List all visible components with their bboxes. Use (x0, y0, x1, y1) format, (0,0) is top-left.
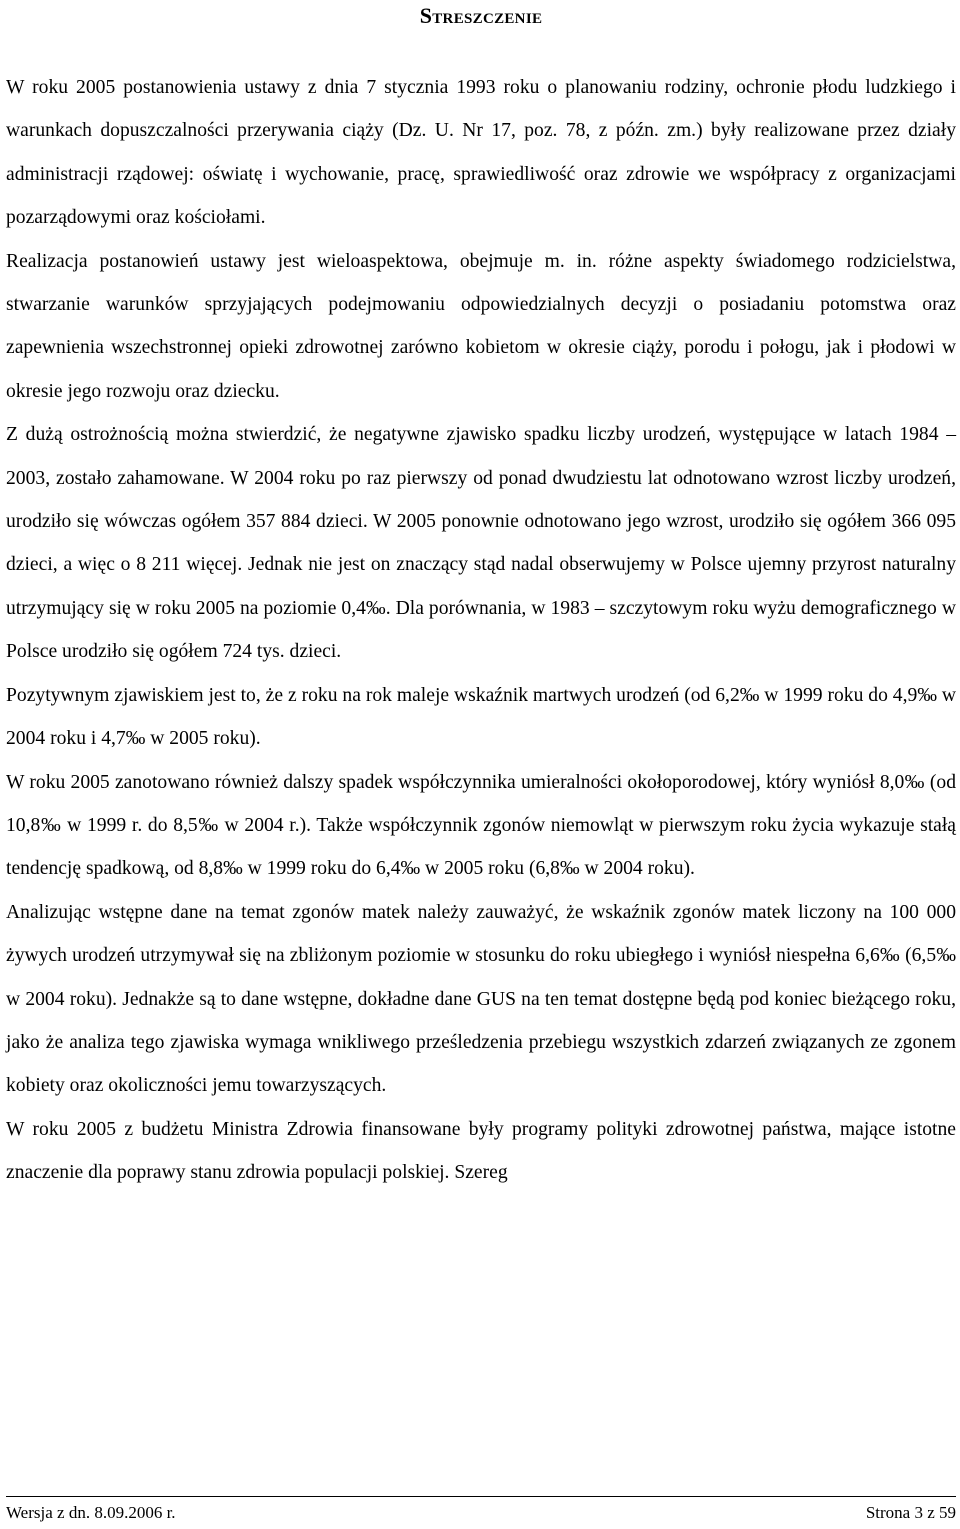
paragraph-3: Z dużą ostrożnością można stwierdzić, że negatywne zjawisko spadku liczby urodzeń, występujące w latach 1984 – 2003, zostało zahamowane. W 2004 roku po raz pierwszy od ponad dwudziestu lat odnotowano wzrost liczby urodzeń, urodziło się wówczas ogółem 357 884 dzieci. W 2005 ponownie odnotowano jego wzrost, urodziło się ogółem 366 095 dzieci, a więc o 8 211 więcej. Jednak nie jest on znaczący stąd nadal obserwujemy w Polsce ujemny przyrost naturalny utrzymujący się w roku 2005 na poziomie 0,4‰. Dla porównania, w 1983 – szczytowym roku wyżu demograficznego w Polsce urodziło się ogółem 724 tys. dzieci. (6, 424, 956, 663)
page-title: Streszczenie (419, 3, 543, 28)
paragraph-7: W roku 2005 z budżetu Ministra Zdrowia finansowane były programy polityki zdrowotnej państwa, mające istotne znaczenie dla poprawy stanu zdrowia populacji polskiej. Szereg (6, 1118, 956, 1184)
page-footer (6, 1502, 956, 1524)
paragraph-5: W roku 2005 zanotowano również dalszy spadek współczynnika umieralności okołoporodowej, który wyniósł 8,0‰ (od 10,8‰ w 1999 r. do 8,5‰ w 2004 r.). Także współczynnik zgonów niemowląt w pierwszym roku życia wykazuje stałą tendencję spadkową, od 8,8‰ w 1999 roku do 6,4‰ w 2005 roku (6,8‰ w 2004 roku). (6, 771, 956, 880)
paragraph-2: Realizacja postanowień ustawy jest wieloaspektowa, obejmuje m. in. różne aspekty świadomego rodzicielstwa, stwarzanie warunków sprzyjających podejmowaniu odpowiedzialnych decyzji o posiadaniu potomstwa oraz zapewnienia wszechstronnej opieki zdrowotnej zarówno kobietom w okresie ciąży, porodu i połogu, jak i płodowi w okresie jego rozwoju oraz dziecku. (6, 250, 956, 402)
paragraph-6: Analizując wstępne dane na temat zgonów matek należy zauważyć, że wskaźnik zgonów matek liczony na 100 000 żywych urodzeń utrzymywał się na zbliżonym poziomie w stosunku do roku ubiegłego i wyniósł niespełna 6,6‰ (6,5‰ w 2004 roku). Jednakże są to dane wstępne, dokładne dane GUS na ten temat dostępne będą pod koniec bieżącego roku, jako że analiza tego zjawiska wymaga wnikliwego prześledzenia przebiegu wszystkich zdarzeń związanych ze zgonem kobiety oraz okoliczności jemu towarzyszących. (6, 901, 956, 1097)
footer-page-number: Strona 3 z 59 (865, 1503, 956, 1522)
paragraph-1: W roku 2005 postanowienia ustawy z dnia 7 stycznia 1993 roku o planowaniu rodziny, ochronie płodu ludzkiego i warunkach dopuszczalności przerywania ciąży (Dz. U. Nr 17, poz. 78, z późn. zm.) były realizowane przez działy administracji rządowej: oświatę i wychowanie, pracę, sprawiedliwość oraz zdrowie we współpracy z organizacjami pozarządowymi oraz kościołami. (6, 77, 956, 229)
paragraph-4: Pozytywnym zjawiskiem jest to, że z roku na rok maleje wskaźnik martwych urodzeń (od 6,2‰ w 1999 roku do 4,9‰ w 2004 roku i 4,7‰ w 2005 roku). (6, 684, 956, 750)
footer-version: Wersja z dn. 8.09.2006 r. (6, 1503, 176, 1522)
document-page (6, 0, 956, 1529)
document-body (6, 66, 956, 1195)
footer-divider (6, 1496, 956, 1497)
